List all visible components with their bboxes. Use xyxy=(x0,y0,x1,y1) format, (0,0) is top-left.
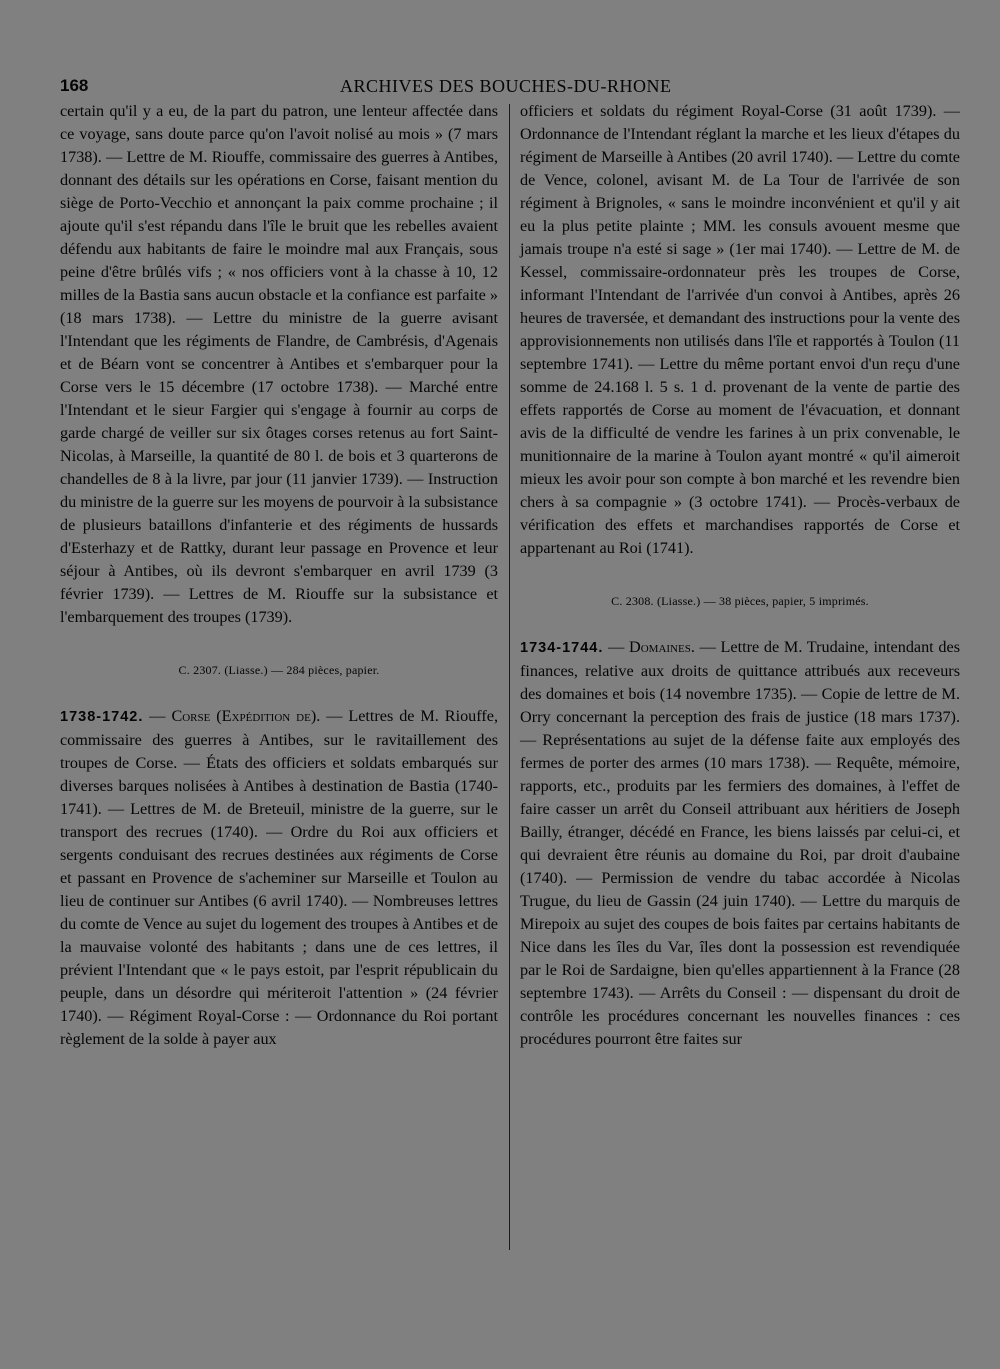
column-divider xyxy=(509,104,510,1250)
continued-paragraph-right: officiers et soldats du régiment Royal-Corse (31 août 1739). — Ordonnance de l'Intendant réglant la marche et les lieux d'étapes du régiment de Marseille à Antibes (20 avril 1740). — Lettre du comte de Vence, colonel, avisant M. de La Tour de l'arrivée de son régiment à Brignoles, « sans le moindre inconvénient et qu'il y ait eu la plus petite plainte ; MM. les consuls avouent mesme que jamais troupe n'a esté si sage » (1er mai 1740). — Lettre de M. de Kessel, commissaire-ordonnateur près les troupes de Corse, informant l'Intendant de l'arrivée d'un convoi à Antibes, après 26 heures de traversée, et demandant des instructions pour la vente des approvisionnements non utilisés dans l'île et rapportés à Toulon (11 septembre 1741). — Lettre du même portant envoi d'un reçu d'une somme de 24.168 l. 5 s. 1 d. provenant de la vente de partie des effets rapportés de Corse au moment de l'évacuation, et donnant avis de la difficulté de vendre les farines à un prix convenable, le munitionnaire de la marine à Toulon ayant montré « qu'il aimeroit mieux les avoir pour son compte à bon marché et les revendre bien chers à sa compagnie » (3 octobre 1741). — Procès-verbaux de vérification des effets et marchandises rapportés de Corse et appartenant au Roi (1741). xyxy=(520,102,960,557)
page-number: 168 xyxy=(60,76,89,95)
entry-2307: 1738-1742. — Corse (Expédition de). — Lettres de M. Riouffe, commissaire des guerres à Antibes, sur le ravitaillement des troupes de Corse. — États des officiers et soldats embarqués sur diverses barques nolisées à Antibes à destination de Bastia (1740-1741). — Lettres de M. de Breteuil, ministre de la guerre, sur le transport des recrues (1740). — Ordre du Roi aux officiers et sergents conduisant des recrues destinées aux régiments de Corse et passant en Provence de s'acheminer sur Marseille et Toulon au lieu de continuer sur Antibes (6 avril 1740). — Nombreuses lettres du comte de Vence au sujet du logement des troupes à Antibes et de la mauvaise volonté des habitants ; dans une de ces lettres, il prévient l'Intendant que « le pays estoit, par l'esprit républicain du peuple, dans un désordre qui mériteroit l'attention » (24 février 1740). — Régiment Royal-Corse : — Ordonnance du Roi portant règlement de la solde à payer aux xyxy=(60,707,498,1048)
continued-paragraph: certain qu'il y a eu, de la part du patron, une lenteur affectée dans ce voyage, sans doute parce qu'on l'avoit nolisé au mois » (7 mars 1738). — Lettre de M. Riouffe, commissaire des guerres à Antibes, donnant des détails sur les opérations en Corse, faisant mention du siège de Porto-Vecchio et annonçant la paix comme prochaine ; il ajoute qu'il s'est répandu dans l'île le bruit que les rebelles avaient défendu aux habitants de faire le moindre mal aux Français, sous peine d'être brûlés vifs ; « nos officiers vont à la chasse à 10, 12 milles de la Bastia sans aucun obstacle et la confiance est parfaite » (18 mars 1738). — Lettre du ministre de la guerre avisant l'Intendant que les régiments de Flandre, de Cambrésis, d'Agenais et de Béarn vont se concentrer à Antibes et s'embarquer pour la Corse vers le 15 décembre (17 octobre 1738). — Marché entre l'Intendant et le sieur Fargier qui s'engage à fournir au corps de garde chargé de veiller sur six ôtages corses retenus au fort Saint-Nicolas, à Marseille, la quantité de 80 l. de bois et 3 quarterons de chandelles de 8 à la livre, par jour (11 janvier 1739). — Instruction du ministre de la guerre sur les moyens de pourvoir à la subsistance de plusieurs bataillons d'infanterie et des régiments de hussards d'Esterhazy et de Rattky, durant leur passage en Provence et leur séjour à Antibes, où ils devront s'embarquer en avril 1739 (3 février 1739). — Lettres de M. Riouffe sur la subsistance et l'embarquement des troupes (1739). xyxy=(60,102,498,626)
entry-2308: 1734-1744. — Domaines. — Lettre de M. Trudaine, intendant des finances, relative aux droits de quittance attribués aux receveurs des domaines et bois (14 novembre 1735). — Copie de lettre de M. Orry concernant la perception des frais de justice (18 mars 1737). — Représentations au sujet de la défense faite aux employés des fermes de porter des armes (10 mars 1738). — Requête, mémoire, rapports, etc., produits par les fermiers des domaines, à l'effet de faire casser un arrêt du Conseil attribuant aux héritiers de Joseph Bailly, étranger, décédé en France, les biens laissés par celui-ci, et qui devraient être réunis au domaine du Roi, par droit d'aubaine (1740). — Permission de vendre du tabac accordée à Nicolas Trugue, du lieu de Gassin (24 juin 1740). — Lettre du marquis de Mirepoix au sujet des coupes de bois faites par certains habitants de Nice dans les îles du Var, îles dont la possession est revendiquée par le Roi de Sardaigne, bien qu'elles appartiennent à la France (28 septembre 1743). — Arrêts du Conseil : — dispensant du droit de contrôle les procédures concernant les nouvelles finances : ces procédures pourront être faites sur xyxy=(520,638,960,1048)
entry-2307-dates: 1738-1742. xyxy=(60,709,144,725)
entry-2308-heading: Domaines. xyxy=(629,638,695,656)
entry-2308-text: — Lettre de M. Trudaine, intendant des finances, relative aux droits de quittance attribués aux receveurs des domaines et bois (14 novembre 1735). — Copie de lettre de M. Orry concernant la perception des frais de justice (18 mars 1737). — Représentations au sujet de la défense faite aux employés des fermes de porter des armes (10 mars 1738). — Requête, mémoire, rapports, etc., produits par les fermiers des domaines, à l'effet de faire casser un arrêt du Conseil attribuant aux héritiers de Joseph Bailly, étranger, décédé en France, les biens laissés par celui-ci, et qui devraient être réunis au domaine du Roi, par droit d'aubaine (1740). — Permission de vendre du tabac accordée à Nicolas Trugue, du lieu de Gassin (24 juin 1740). — Lettre du marquis de Mirepoix au sujet des coupes de bois faites par certains habitants de Nice dans les îles du Var, îles dont la possession est revendiquée par le Roi de Sardaigne, bien qu'elles appartiennent à la France (28 septembre 1743). — Arrêts du Conseil : — dispensant du droit de contrôle les procédures concernant les nouvelles finances : ces procédures pourront être faites sur xyxy=(520,638,960,1048)
entry-2308-dates: 1734-1744. xyxy=(520,640,604,656)
archive-notice-2307: C. 2307. (Liasse.) — 284 pièces, papier. xyxy=(178,663,380,677)
running-head: ARCHIVES DES BOUCHES-DU-RHONE xyxy=(340,76,672,96)
entry-2307-heading: Corse (Expédition de). xyxy=(171,707,321,725)
archive-notice-2308: C. 2308. (Liasse.) — 38 pièces, papier, 5 imprimés. xyxy=(611,594,869,608)
page-header xyxy=(60,76,700,100)
entry-2307-text: — Lettres de M. Riouffe, commissaire des guerres à Antibes, sur le ravitaillement des troupes de Corse. — États des officiers et soldats embarqués sur diverses barques nolisées à Antibes à destination de Bastia (1740-1741). — Lettres de M. de Breteuil, ministre de la guerre, sur le transport des recrues (1740). — Ordre du Roi aux officiers et sergents conduisant des recrues destinées aux régiments de Corse et passant en Provence de s'acheminer sur Marseille et Toulon au lieu de continuer sur Antibes (6 avril 1740). — Nombreuses lettres du comte de Vence au sujet du logement des troupes à Antibes et de la mauvaise volonté des habitants ; dans une de ces lettres, il prévient l'Intendant que « le pays estoit, par l'esprit républicain du peuple, dans un désordre qui mériteroit l'attention » (24 février 1740). — Régiment Royal-Corse : — Ordonnance du Roi portant règlement de la solde à payer aux xyxy=(60,707,498,1048)
left-column xyxy=(60,100,498,1051)
right-column xyxy=(520,100,960,1051)
